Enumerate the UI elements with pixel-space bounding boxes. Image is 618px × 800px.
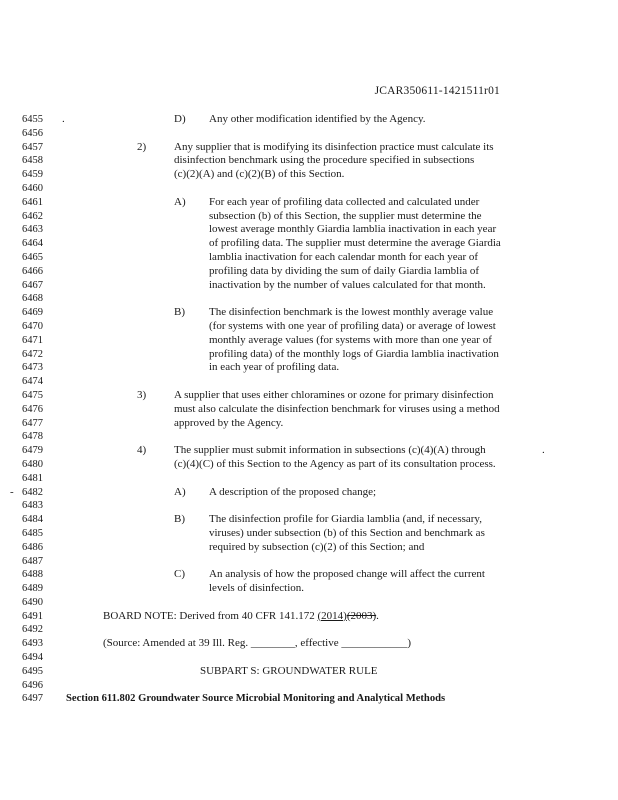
line-number: 6489 <box>22 583 43 595</box>
line-number: 6473 <box>22 362 43 374</box>
line-number: 6468 <box>22 293 43 305</box>
line-6469 <box>0 306 618 320</box>
document-id-header: JCAR350611-1421511r01 <box>374 85 500 97</box>
line-text: The disinfection profile for Giardia lamblia (and, if necessary, <box>209 513 482 526</box>
line-6456 <box>0 127 618 141</box>
line-number: 6487 <box>22 555 43 567</box>
line-number: 6470 <box>22 320 43 332</box>
line-6493 <box>0 637 618 651</box>
line-number: 6456 <box>22 127 43 139</box>
line-6465 <box>0 251 618 265</box>
item-label: A) <box>174 195 186 208</box>
line-6489 <box>0 582 618 596</box>
line-number: 6474 <box>22 376 43 388</box>
line-6485 <box>0 527 618 541</box>
line-6496 <box>0 679 618 693</box>
line-6494 <box>0 651 618 665</box>
line-number: 6482 <box>22 486 43 498</box>
line-number: 6471 <box>22 334 43 346</box>
line-6471 <box>0 334 618 348</box>
board-note-text: BOARD NOTE: Derived from 40 CFR 141.172 <box>103 609 318 622</box>
line-6477 <box>0 417 618 431</box>
line-6476 <box>0 403 618 417</box>
line-6492 <box>0 623 618 637</box>
line-6463 <box>0 223 618 237</box>
line-number: 6458 <box>22 155 43 167</box>
line-number: 6464 <box>22 238 43 250</box>
item-label: B) <box>174 513 185 526</box>
line-text: An analysis of how the proposed change will affect the current <box>209 568 485 581</box>
line-6478 <box>0 430 618 444</box>
item-label: 2) <box>137 140 147 153</box>
line-text: Any other modification identified by the Agency. <box>209 113 426 125</box>
line-6455 <box>0 113 618 127</box>
line-6497 <box>0 692 618 706</box>
item-label: 4) <box>137 444 147 457</box>
inserted-year: (2014) <box>317 609 347 622</box>
source-note: (Source: Amended at 39 Ill. Reg. ________, effective ____________) <box>103 637 412 650</box>
line-6495 <box>0 665 618 679</box>
item-label: D) <box>174 113 186 125</box>
line-number: 6461 <box>22 196 43 208</box>
line-text: For each year of profiling data collected and calculated under <box>209 195 480 208</box>
margin-mark: - <box>10 485 14 498</box>
line-text: levels of disinfection. <box>209 582 305 595</box>
line-6468 <box>0 292 618 306</box>
line-number: 6484 <box>22 514 43 526</box>
line-number: 6495 <box>22 665 43 677</box>
line-text: The supplier must submit information in subsections (c)(4)(A) through <box>174 444 486 457</box>
item-label: 3) <box>137 388 147 401</box>
line-text: A supplier that uses either chloramines or ozone for primary disinfection <box>174 388 494 401</box>
line-number: 6486 <box>22 541 43 553</box>
line-text: approved by the Agency. <box>174 416 284 429</box>
line-text: in each year of profiling data. <box>209 361 340 374</box>
line-number: 6457 <box>22 141 43 153</box>
line-number: 6478 <box>22 431 43 443</box>
line-6461 <box>0 196 618 210</box>
line-6483 <box>0 499 618 513</box>
line-text: inactivation by the number of values calculated for that month. <box>209 278 486 291</box>
line-text: A description of the proposed change; <box>209 485 377 498</box>
line-number: 6455 <box>22 114 43 125</box>
line-6487 <box>0 555 618 569</box>
line-6466 <box>0 265 618 279</box>
line-text: monthly average values (for systems with more than one year of <box>209 333 492 346</box>
line-6464 <box>0 237 618 251</box>
line-text: (for systems with one year of profiling data) or average of lowest <box>209 319 496 332</box>
line-number: 6483 <box>22 500 43 512</box>
line-text: (c)(4)(C) of this Section to the Agency as part of its consultation process. <box>174 457 496 470</box>
board-note <box>103 610 379 624</box>
line-6481 <box>0 472 618 486</box>
line-number: 6466 <box>22 265 43 277</box>
line-text: disinfection benchmark using the procedure specified in subsections <box>174 154 475 167</box>
line-text: subsection (b) of this Section, the supplier must determine the <box>209 209 482 222</box>
line-6488 <box>0 568 618 582</box>
line-number: 6494 <box>22 652 43 664</box>
line-number: 6463 <box>22 224 43 236</box>
line-number: 6479 <box>22 445 43 457</box>
line-number: 6485 <box>22 527 43 539</box>
line-number: 6496 <box>22 679 43 691</box>
line-6460 <box>0 182 618 196</box>
line-text: profiling data by dividing the sum of daily Giardia lamblia of <box>209 264 480 277</box>
line-number: 6488 <box>22 569 43 581</box>
line-number: 6490 <box>22 596 43 608</box>
line-6462 <box>0 210 618 224</box>
margin-mark: . <box>542 444 545 457</box>
line-number: 6491 <box>22 610 43 622</box>
line-6457 <box>0 141 618 155</box>
line-number: 6475 <box>22 389 43 401</box>
line-text: of profiling data. The supplier must determine the average Giardia <box>209 237 501 250</box>
line-6459 <box>0 168 618 182</box>
line-number: 6462 <box>22 210 43 222</box>
line-number: 6476 <box>22 403 43 415</box>
line-6458 <box>0 154 618 168</box>
line-6480 <box>0 458 618 472</box>
line-number: 6477 <box>22 417 43 429</box>
item-label: A) <box>174 485 186 498</box>
line-6479 <box>0 444 618 458</box>
line-number: 6481 <box>22 472 43 484</box>
subpart-heading: SUBPART S: GROUNDWATER RULE <box>200 664 378 677</box>
line-6490 <box>0 596 618 610</box>
line-6482 <box>0 486 618 500</box>
line-text: profiling data) of the monthly logs of Giardia lamblia inactivation <box>209 347 499 360</box>
line-number: 6480 <box>22 458 43 470</box>
line-number: 6460 <box>22 182 43 194</box>
line-number: 6493 <box>22 638 43 650</box>
item-label: C) <box>174 568 185 581</box>
line-number: 6492 <box>22 624 43 636</box>
line-number: 6497 <box>22 693 43 705</box>
line-number: 6465 <box>22 251 43 263</box>
line-number: 6467 <box>22 279 43 291</box>
line-text: The disinfection benchmark is the lowest monthly average value <box>209 306 494 319</box>
line-6467 <box>0 279 618 293</box>
line-number: 6459 <box>22 169 43 181</box>
line-6491 <box>0 610 618 624</box>
line-6472 <box>0 348 618 362</box>
line-6486 <box>0 541 618 555</box>
board-note-end: . <box>376 609 379 622</box>
line-number: 6472 <box>22 348 43 360</box>
line-text: viruses) under subsection (b) of this Section and benchmark as <box>209 526 485 539</box>
line-6475 <box>0 389 618 403</box>
item-label: B) <box>174 306 185 319</box>
line-text: must also calculate the disinfection benchmark for viruses using a method <box>174 402 500 415</box>
line-6470 <box>0 320 618 334</box>
line-6473 <box>0 361 618 375</box>
line-text: lowest average monthly Giardia lamblia inactivation in each year <box>209 223 497 236</box>
line-text: required by subsection (c)(2) of this Section; and <box>209 540 425 553</box>
numbered-lines <box>0 113 618 706</box>
section-heading: Section 611.802 Groundwater Source Microbial Monitoring and Analytical Methods <box>66 693 446 705</box>
deleted-year: (2003) <box>346 609 377 622</box>
line-text: (c)(2)(A) and (c)(2)(B) of this Section. <box>174 168 345 181</box>
line-text: Any supplier that is modifying its disinfection practice must calculate its <box>174 140 494 153</box>
line-6484 <box>0 513 618 527</box>
line-number: 6469 <box>22 307 43 319</box>
margin-mark: . <box>62 113 65 125</box>
line-text: lamblia inactivation for each calendar month for each year of <box>209 250 479 263</box>
line-6474 <box>0 375 618 389</box>
